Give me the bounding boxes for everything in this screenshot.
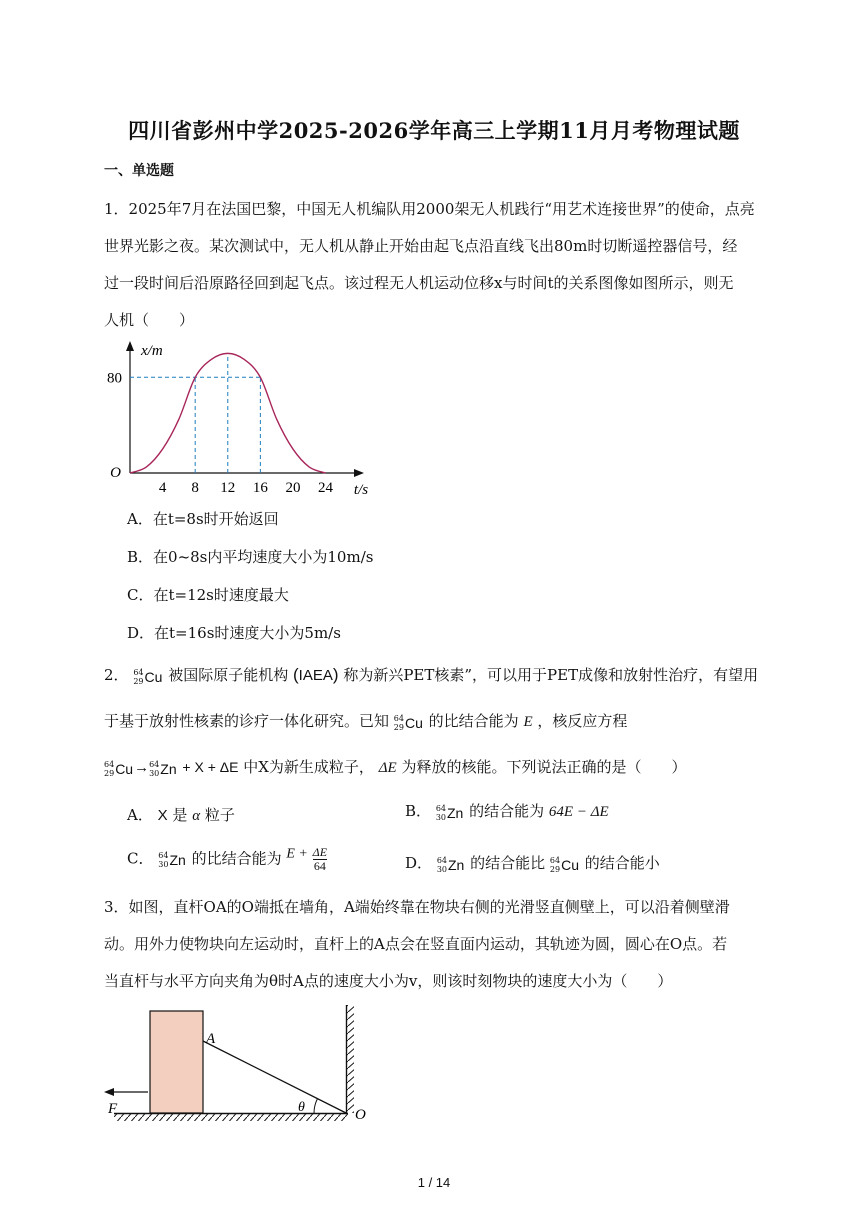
q2-text-6: 中X为新生成粒子， (243, 758, 374, 776)
x-tick-label-20: 20 (285, 480, 301, 496)
q2-text-7: 为释放的核能。下列说法正确的是（ ） (401, 758, 687, 776)
label-theta: θ (298, 1100, 305, 1115)
fraction-denominator: 64 (313, 859, 326, 873)
zn-symbol: Zn (447, 804, 464, 821)
cu-mass-number: 64 (549, 855, 561, 865)
document-title: 四川省彭州中学2025-2026学年高三上学期11月月考物理试题 (128, 118, 740, 143)
origin-label: O (110, 465, 121, 481)
zn64-isotope (436, 803, 464, 822)
q1-option-a: A．在t=8s时开始返回 (127, 510, 279, 528)
q1-option-b: B．在0~8s内平均速度大小为10m/s (127, 548, 374, 566)
iaea-right-paren: ) (332, 665, 339, 684)
question-3-stem (104, 889, 764, 1000)
option-d-end: 的结合能小 (584, 854, 660, 872)
zn-mass-number: 64 (158, 851, 169, 860)
cu64-isotope-2 (394, 713, 423, 732)
q1-line-3: 过一段时间后沿原路径回到起飞点。该过程无人机运动位移x与时间t的关系图像如图所示，则无 (104, 274, 734, 292)
cu-symbol: Cu (404, 714, 423, 731)
q3-line-3: 当直杆与水平方向夹角为θ时A点的速度大小为v，则该时刻物块的速度大小为（ ） (104, 972, 673, 990)
displacement-time-chart (100, 335, 370, 500)
x-tick-label-16: 16 (252, 480, 268, 496)
q2-number: 2． (104, 666, 129, 684)
q1-line-1: 1．2025年7月在法国巴黎，中国无人机编队用2000架无人机践行“用艺术连接世界”的使命，点亮 (104, 200, 755, 218)
option-a-x: X (157, 807, 168, 824)
option-d-prefix: D． (405, 854, 433, 872)
option-d-mid: 的结合能比 (470, 854, 546, 872)
reaction-zn64 (149, 759, 177, 778)
delta-e: ΔE (378, 760, 397, 776)
option-a-end: 粒子 (204, 806, 235, 824)
zn64-isotope-c (158, 850, 186, 869)
q2-text-4: 的比结合能为 (428, 712, 519, 730)
reaction-cu64 (104, 759, 133, 778)
theta-arc (314, 1099, 318, 1113)
q2-text-2: 称为新兴PET核素”，可以用于PET成像和放射性治疗，有望用 (343, 666, 759, 684)
block (150, 1011, 203, 1113)
option-c-e: E + (286, 846, 308, 862)
option-b-value: 64E − ΔE (548, 804, 609, 820)
q2-option-a (127, 804, 235, 825)
zn64-isotope-d (437, 855, 465, 874)
iaea-left-paren: ( (293, 665, 299, 684)
q2-option-d (405, 852, 660, 874)
cu-mass-number: 64 (104, 759, 115, 769)
rod-block-diagram (100, 1005, 380, 1130)
zn-atomic-number: 30 (149, 768, 160, 778)
zn-symbol: Zn (448, 856, 465, 873)
q1-line-4: 人机（ ） (104, 311, 195, 329)
fraction-numerator: ΔE (312, 845, 328, 859)
section-heading: 一、单选题 (104, 163, 174, 179)
x-axis-arrow (354, 469, 364, 477)
option-c-mid: 的比结合能为 (191, 849, 282, 868)
cu-atomic-number: 29 (549, 864, 561, 874)
zn-mass-number: 64 (435, 803, 446, 813)
cu-symbol: Cu (561, 856, 580, 873)
label-o: O (355, 1107, 366, 1123)
y-tick-label-80: 80 (107, 370, 122, 387)
zn-atomic-number: 30 (436, 864, 447, 874)
option-b-prefix: B． (405, 802, 432, 820)
zn-mass-number: 64 (436, 855, 447, 865)
q1-option-c: C．在t=12s时速度最大 (127, 586, 289, 604)
iaea-label: IAEA (298, 667, 333, 684)
cu-symbol: Cu (144, 668, 163, 685)
wall-hatch (347, 1005, 354, 1113)
reaction-tail: + X + ΔE (182, 759, 239, 775)
cu64-isotope (133, 667, 162, 686)
page-number: 1 / 14 (417, 1175, 451, 1190)
label-f: F (108, 1101, 118, 1117)
q2-text-3: 于基于放射性核素的诊疗一体化研究。已知 (104, 712, 390, 730)
cu-mass-number: 64 (393, 713, 404, 723)
cu64-isotope-d (550, 855, 579, 874)
binding-energy-e: E (523, 714, 533, 730)
zn-atomic-number: 30 (158, 860, 169, 869)
q2-text-5: ，核反应方程 (537, 712, 628, 730)
zn-symbol: Zn (169, 852, 186, 868)
x-tick-label-4: 4 (158, 480, 167, 496)
x-tick-label-24: 24 (318, 480, 334, 496)
label-a: A (206, 1031, 216, 1047)
x-tick-label-12: 12 (220, 480, 236, 496)
cu-atomic-number: 29 (393, 722, 404, 732)
q3-line-1: 3．如图，直杆OA的O端抵在墙角，A端始终靠在物块右侧的光滑竖直侧壁上，可以沿着侧壁滑 (104, 898, 730, 916)
q2-line-3 (104, 756, 686, 778)
zn-symbol: Zn (160, 760, 177, 777)
y-axis-label: x/m (141, 343, 163, 359)
rod-oa (203, 1041, 346, 1113)
q1-line-2: 世界光影之夜。某次测试中，无人机从静止开始由起飞点沿直线飞出80m时切断遥控器信号，经 (104, 237, 738, 255)
ground-hatch (114, 1114, 348, 1121)
q2-option-b (405, 800, 609, 822)
cu-mass-number: 64 (133, 667, 144, 677)
zn-atomic-number: 30 (435, 812, 446, 822)
cu-atomic-number: 29 (104, 768, 115, 778)
q1-option-d: D．在t=16s时速度大小为5m/s (127, 624, 341, 642)
alpha-symbol: α (192, 808, 201, 824)
q2-option-c (127, 846, 327, 873)
reaction-arrow: → (134, 759, 150, 776)
option-c-prefix: C． (127, 849, 154, 868)
x-axis-label: t/s (353, 482, 369, 498)
q2-line-1 (104, 664, 758, 686)
option-b-mid: 的结合能为 (469, 802, 545, 820)
cu-atomic-number: 29 (133, 676, 144, 686)
q2-text-1: 被国际原子能机构 (168, 666, 289, 684)
option-c-fraction (313, 846, 327, 873)
y-axis-arrow (126, 341, 134, 351)
option-a-mid: 是 (172, 806, 188, 824)
zn-mass-number: 64 (149, 759, 160, 769)
force-arrow-head (104, 1088, 114, 1096)
q2-line-2 (104, 710, 627, 732)
question-1-stem (104, 191, 764, 339)
cu-symbol: Cu (115, 760, 134, 777)
q3-line-2: 动。用外力使物块向左运动时，直杆上的A点会在竖直面内运动，其轨迹为圆，圆心在O点。若 (104, 935, 728, 953)
x-tick-label-8: 8 (191, 480, 199, 496)
option-a-prefix: A． (127, 806, 153, 824)
